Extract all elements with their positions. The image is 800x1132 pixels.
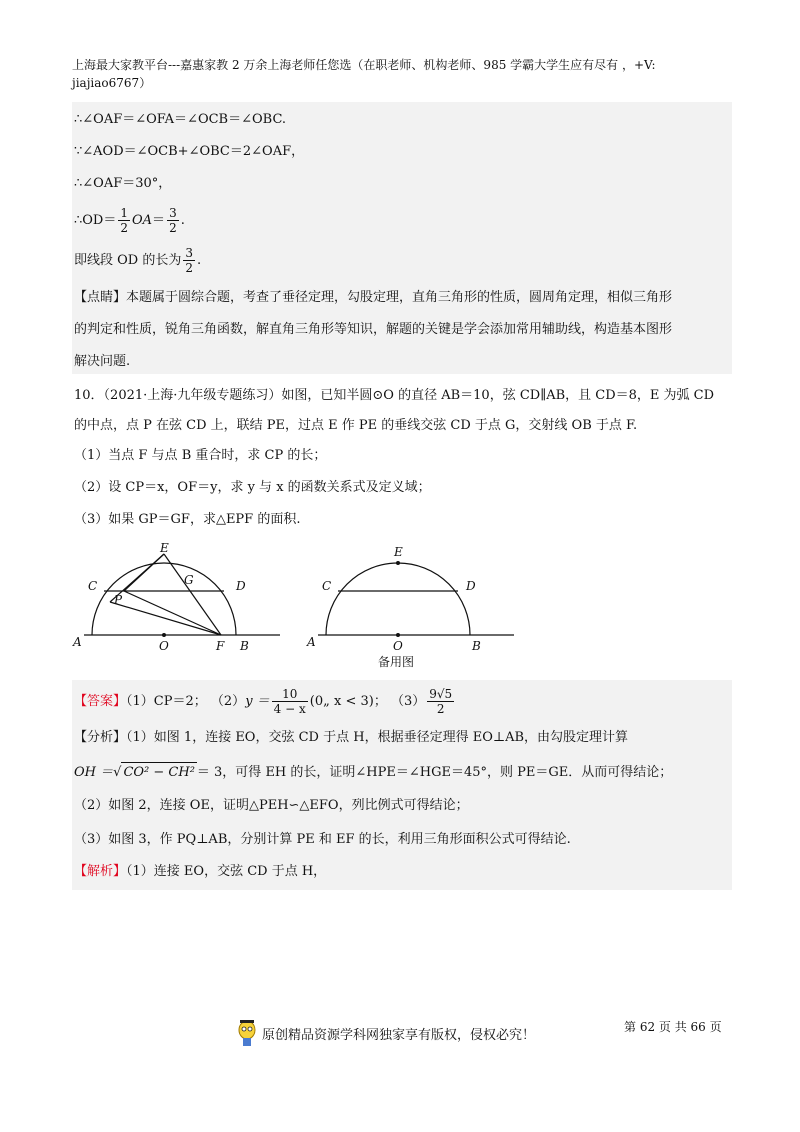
solution-line-1: ∴∠OAF＝∠OFA＝∠OCB＝∠OBC. <box>74 112 287 127</box>
solution-line-4: ∴OD＝ $\frac{1}{2}$ OA＝ $\frac{3}{2}$ . <box>74 206 185 235</box>
copyright-notice: 原创精品资源学科网独家享有版权，侵权必究！ <box>262 1028 536 1043</box>
oa-term: OA <box>132 213 153 228</box>
answer-tag: 【答案】 <box>74 694 127 709</box>
solution-line-2: ∵∠AOD＝∠OCB+∠OBC＝2∠OAF， <box>74 144 305 159</box>
fig2-label-c: C <box>322 579 332 593</box>
fig1-label-p: P <box>114 593 123 607</box>
page-header <box>72 56 732 92</box>
geometry-figures <box>70 540 530 670</box>
fraction-three-halves-2: $\frac{3}{2}$ <box>185 246 193 275</box>
question-1: （1）当点 F 与点 B 重合时，求 CP 的长； <box>74 448 327 463</box>
fig2-label-a: A <box>307 635 316 649</box>
answer-3-fraction: $\frac{9√5}{2}$ <box>429 687 453 716</box>
fig2-labels <box>306 545 481 653</box>
fig2-label-d: D <box>466 579 476 593</box>
answer-line: 【答案】（1）CP＝2； （2）y ＝ $\frac{10}{4 - x}$ (0„ x < 3)； （3） $\frac{9√5}{2}$ <box>74 687 453 716</box>
mascot-icon <box>236 1018 258 1048</box>
analysis-line-4: （3）如图 3，作 PQ⊥AB，分别计算 PE 和 EF 的长，利用三角形面积公式可得结论. <box>74 832 571 847</box>
solution-line-3: ∴∠OAF＝30°， <box>74 176 172 191</box>
fig1-seg-extra <box>110 602 221 635</box>
fig2-label-o: O <box>393 639 403 653</box>
fraction-one-half: $\frac{1}{2}$ <box>120 206 128 235</box>
question-3: （3）如果 GP＝GF，求△EPF 的面积. <box>74 512 301 527</box>
analysis-line-3: （2）如图 2，连接 OE，证明△PEH∽△EFO，列比例式可得结论； <box>74 798 469 813</box>
question-2: （2）设 CP＝x，OF＝y，求 y 与 x 的函数关系式及定义域； <box>74 480 431 495</box>
analysis-line-1: 【分析】（1）如图 1，连接 EO，交弦 CD 于点 H，根据垂径定理得 EO⊥AB，由勾股定理计算 <box>74 730 629 745</box>
fraction-three-halves: $\frac{3}{2}$ <box>169 206 177 235</box>
solution-line-5: 即线段 OD 的长为 $\frac{3}{2}$ . <box>74 246 202 275</box>
answer-2-fraction: $\frac{10}{4 - x}$ <box>273 687 306 716</box>
comment-line-3: 解决问题. <box>74 354 131 369</box>
fig1-label-c: C <box>88 579 98 593</box>
comment-tag: 【点睛】 <box>74 290 127 305</box>
fig2-label-b: B <box>472 639 481 653</box>
fig2-center-dot <box>396 633 400 637</box>
fig1-seg-ef <box>164 554 221 635</box>
fig2-label-e: E <box>394 545 403 559</box>
fig1-label-d: D <box>236 579 246 593</box>
comment-line-1: 【点睛】本题属于圆综合题，考查了垂径定理，勾股定理，直角三角形的性质，圆周角定理，相似三角形 <box>74 290 673 305</box>
sqrt-expression: CO² − CH² <box>121 762 196 783</box>
problem-line-1: 10．（2021·上海·九年级专题练习）如图，已知半圆⊙O 的直径 AB＝10，弦 CD∥AB，且 CD＝8，E 为弧 CD <box>74 388 715 403</box>
header-line-2: jiajiao6767） <box>72 76 152 90</box>
fig2-semicircle <box>326 563 470 635</box>
solution-start: 【解析】（1）连接 EO，交弦 CD 于点 H， <box>74 864 327 879</box>
od-eq-prefix: ∴OD＝ <box>74 213 117 228</box>
analysis-tag: 【分析】 <box>74 730 127 745</box>
fig1-label-b: B <box>240 639 249 653</box>
page-number: 第 62 页 共 66 页 <box>624 1020 722 1034</box>
problem-line-2: 的中点，点 P 在弦 CD 上，联结 PE，过点 E 作 PE 的垂线交弦 CD 于点 G，交射线 OB 于点 F. <box>74 418 638 433</box>
fig1-label-e: E <box>160 541 169 555</box>
comment-line-2: 的判定和性质，锐角三角函数，解直角三角形等知识，解题的关键是学会添加常用辅助线，构造基本图形 <box>74 322 673 337</box>
figure-2 <box>318 563 514 635</box>
fig1-seg-pf <box>124 591 221 635</box>
fig2-e-dot <box>396 561 400 565</box>
fig1-label-g: G <box>184 573 194 587</box>
fig2-caption: 备用图 <box>378 655 415 669</box>
analysis-line-2: OH ＝√ CO² − CH² ＝ 3，可得 EH 的长，证明∠HPE＝∠HGE＝45°，则 PE＝GE．从而可得结论； <box>74 762 672 783</box>
solution-tag: 【解析】 <box>74 864 127 879</box>
fig1-label-a: A <box>73 635 82 649</box>
header-line-1: 上海最大家教平台---嘉惠家教 2 万余上海老师任您选（在职老师、机构老师、985 学霸大学生应有尽有 ，+V: <box>72 58 656 72</box>
fig1-label-f: F <box>216 639 225 653</box>
fig1-center-dot <box>162 633 166 637</box>
fig1-label-o: O <box>159 639 169 653</box>
